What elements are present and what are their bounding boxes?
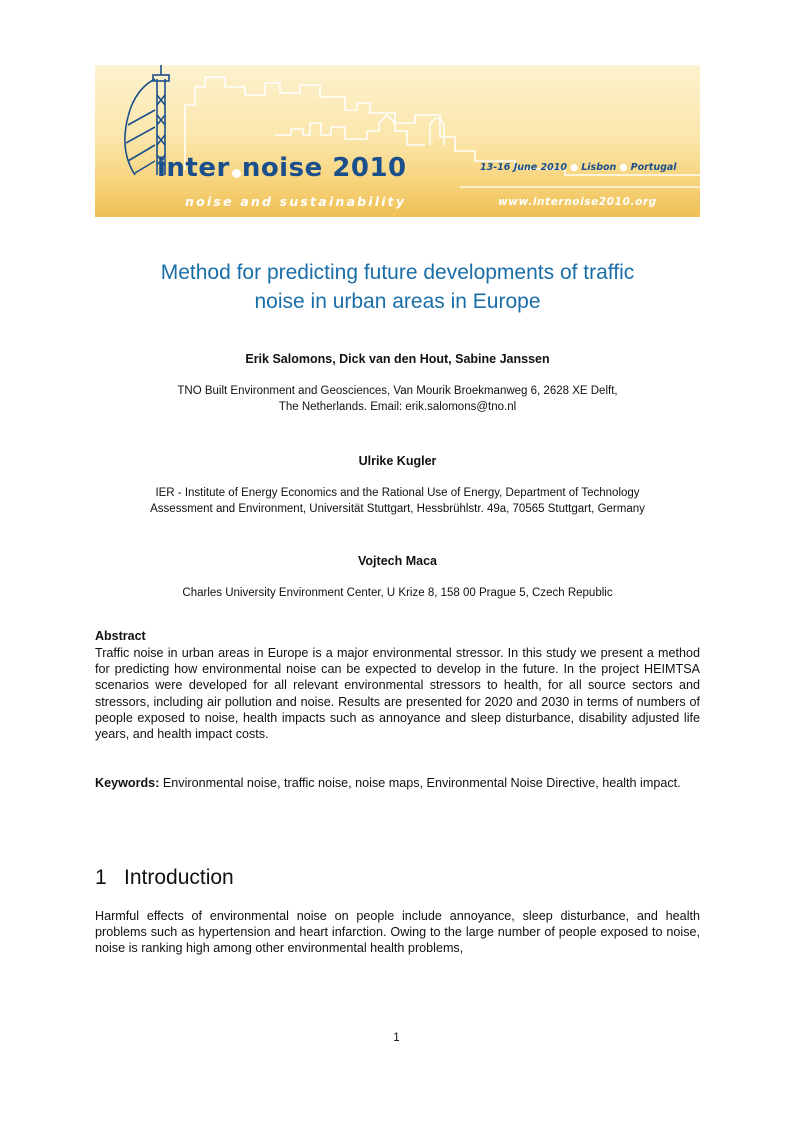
conference-website: www.internoise2010.org [498, 196, 657, 208]
paper-title [95, 258, 700, 316]
authors-group-2: Ulrike Kugler [358, 454, 437, 468]
authors-group-3: Vojtech Maca [358, 554, 437, 568]
country-text: Portugal [630, 162, 677, 173]
section-title: Introduction [124, 866, 234, 889]
abstract-heading: Abstract [95, 629, 146, 643]
conference-banner [95, 65, 700, 217]
title-line: Method for predicting future developments of traffic [160, 261, 635, 284]
section-number: 1 [95, 866, 107, 889]
affiliation-line: Assessment and Environment, Universität Stuttgart, Hessbrühlstr. 49a, 70565 Stuttgart, Germany [150, 503, 645, 515]
page-number: 1 [393, 1032, 400, 1044]
introduction-text: Harmful effects of environmental noise on people include annoyance, sleep disturbance, and health problems such as hypertension and heart infarction. Owing to the large number of people exposed to noise, noise is ranking high among other environmental health problems, [95, 909, 700, 956]
keywords [95, 775, 700, 791]
dates-text: 13-16 June 2010 [480, 162, 567, 173]
affiliation-group-2 [95, 485, 700, 517]
logo-dot-icon [232, 169, 241, 178]
affiliation-line: TNO Built Environment and Geosciences, Van Mourik Broekmanweg 6, 2628 XE Delft, [177, 385, 618, 397]
affiliation-group-1 [95, 383, 700, 415]
section-heading [95, 866, 234, 890]
title-line: noise in urban areas in Europe [254, 290, 541, 313]
keywords-text: Environmental noise, traffic noise, noise maps, Environmental Noise Directive, health impact. [162, 776, 681, 790]
conference-logo [157, 153, 407, 183]
affiliation-group-3 [95, 585, 700, 601]
conference-subtitle: noise and sustainability [185, 194, 407, 209]
authors-group-1: Erik Salomons, Dick van den Hout, Sabine Janssen [245, 352, 550, 366]
abstract-text: Traffic noise in urban areas in Europe is a major environmental stressor. In this study we present a method for predicting how environmental noise can be expected to develop in the future. In the project HEIMTSA scenarios were developed for all relevant environmental stressors to health, for all source sectors and stressors, including air pollution and noise. Results are presented for 2020 and 2030 in terms of numbers of people exposed to noise, health impacts such as annoyance and sleep disturbance, disability adjusted life years, and health impact costs. [95, 646, 700, 742]
affiliation-line: IER - Institute of Energy Economics and the Rational Use of Energy, Department of Technology [155, 487, 640, 499]
logo-left-text: inter [157, 153, 230, 183]
dot-separator-icon: ● [569, 162, 579, 173]
conference-dates [480, 162, 677, 173]
city-text: Lisbon [581, 162, 617, 173]
affiliation-line: The Netherlands. Email: erik.salomons@tno.nl [278, 401, 517, 413]
dot-separator-icon: ● [619, 162, 628, 173]
keywords-label: Keywords: [95, 776, 160, 790]
affiliation-line: Charles University Environment Center, U Krize 8, 158 00 Prague 5, Czech Republic [182, 587, 613, 599]
logo-right-text: noise 2010 [241, 153, 407, 183]
